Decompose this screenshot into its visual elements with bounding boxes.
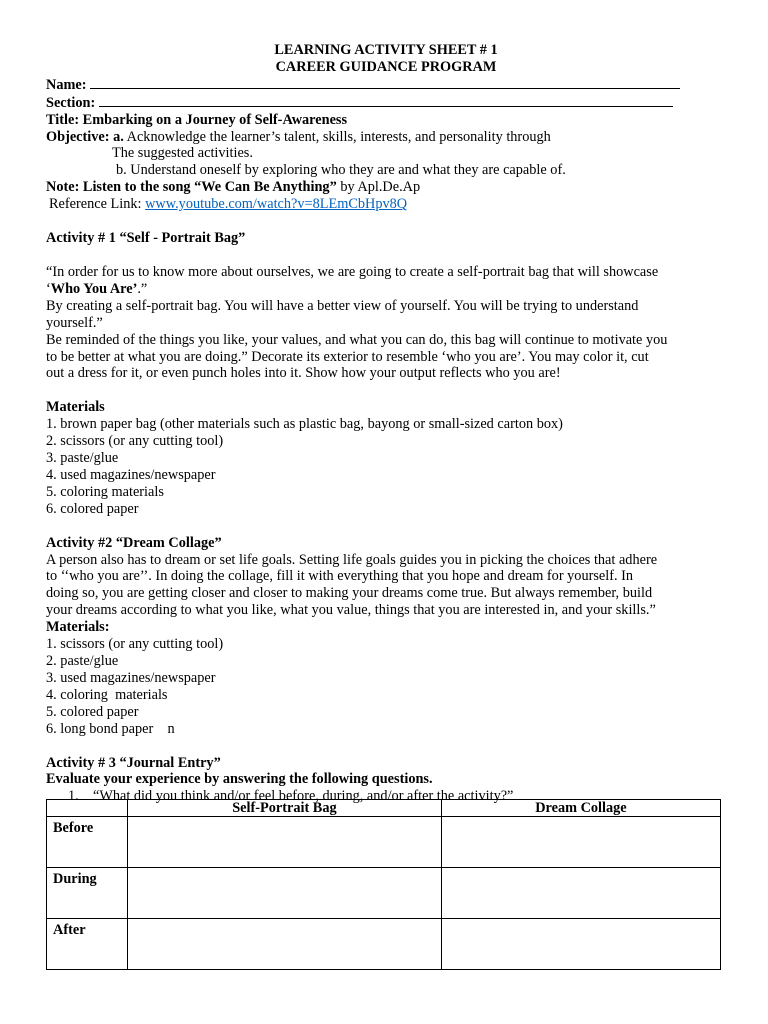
objective-b-text: b. Understand oneself by exploring who they are and what they are capable of. xyxy=(116,162,566,179)
activity2-materials-heading: Materials: xyxy=(46,619,110,636)
column-header-self-portrait-bag: Self-Portrait Bag xyxy=(128,800,442,817)
question-1-text: “What did you think and/or feel before, during, and/or after the activity?” xyxy=(93,788,514,805)
answer-cell-before-bag[interactable] xyxy=(128,817,442,868)
question-1-number: 1. xyxy=(68,788,79,805)
activity1-p2a: By creating a self-portrait bag. You will have a better view of yourself. You will be trying to understand xyxy=(46,297,639,314)
activity1-p3a: Be reminded of the things you like, your values, and what you can do, this bag will continue to motivate you xyxy=(46,331,668,348)
list-item: 4. used magazines/newspaper xyxy=(46,466,216,483)
sheet-title: LEARNING ACTIVITY SHEET # 1 xyxy=(274,42,498,58)
section-label: Section: xyxy=(46,94,96,111)
objective-a-label: a. xyxy=(113,128,124,145)
activity1-p1b-post: .” xyxy=(137,280,148,297)
title-line xyxy=(46,112,726,129)
activity1-p1b-bold: Who You Are’ xyxy=(50,280,138,297)
table-row xyxy=(47,817,721,868)
activity1-heading: Activity # 1 “Self - Portrait Bag” xyxy=(46,230,246,247)
list-item: 2. paste/glue xyxy=(46,653,119,669)
name-field[interactable] xyxy=(46,76,726,94)
reference-line xyxy=(46,196,726,213)
list-item: 3. paste/glue xyxy=(46,450,119,467)
note-artist: by Apl.De.Ap xyxy=(340,179,421,196)
section-field[interactable] xyxy=(46,94,726,112)
activity1-materials-heading: Materials xyxy=(46,399,105,416)
list-item: 3. used magazines/newspaper xyxy=(46,669,216,686)
activity3-heading: Activity # 3 “Journal Entry” xyxy=(46,754,221,771)
answer-cell-before-collage[interactable] xyxy=(441,817,720,868)
activity2-heading: Activity #2 “Dream Collage” xyxy=(46,534,222,551)
answer-cell-during-bag[interactable] xyxy=(128,868,442,919)
document-page xyxy=(46,42,726,805)
row-header-after: After xyxy=(47,919,128,970)
journal-table xyxy=(46,799,721,970)
list-item: 1. scissors (or any cutting tool) xyxy=(46,636,224,653)
activity1-p1a: “In order for us to know more about ourselves, we are going to create a self-portrait bag that will showcase xyxy=(46,263,659,280)
answer-cell-after-bag[interactable] xyxy=(128,919,442,970)
table-header-row xyxy=(47,800,721,817)
note-line xyxy=(46,179,726,196)
list-item: 2. scissors (or any cutting tool) xyxy=(46,433,224,450)
column-header-dream-collage: Dream Collage xyxy=(441,800,720,817)
activity3-instruction: Evaluate your experience by answering the following questions. xyxy=(46,771,433,788)
activity1-p3b: to be better at what you are doing.” Decorate its exterior to resemble ‘who you are’. You may color it, cut xyxy=(46,348,649,365)
activity2-p4: your dreams according to what you like, what you value, things that you are interested in, and your skills.” xyxy=(46,602,656,619)
activity1-p1b xyxy=(46,281,726,298)
list-item: 6. colored paper xyxy=(46,500,139,517)
answer-cell-after-collage[interactable] xyxy=(441,919,720,970)
list-item: 5. colored paper xyxy=(46,703,139,720)
program-title: CAREER GUIDANCE PROGRAM xyxy=(275,58,497,75)
row-header-during: During xyxy=(47,868,128,919)
list-item: 4. coloring materials xyxy=(46,686,168,703)
title-label: Title: xyxy=(46,111,80,128)
list-item: 1. brown paper bag (other materials such as plastic bag, bayong or small-sized carton box) xyxy=(46,416,563,433)
objective-line xyxy=(46,129,726,146)
table-corner-cell xyxy=(47,800,128,817)
objective-label: Objective: xyxy=(46,128,110,145)
table-row xyxy=(47,919,721,970)
list-item: 5. coloring materials xyxy=(46,483,164,500)
list-item: 6. long bond paper n xyxy=(46,720,175,737)
objective-a-text: Acknowledge the learner’s talent, skills, interests, and personality through xyxy=(126,128,551,145)
title-value: Embarking on a Journey of Self-Awareness xyxy=(82,111,348,128)
note-label: Note: Listen to the song “We Can Be Anything” xyxy=(46,179,337,196)
answer-cell-during-collage[interactable] xyxy=(441,868,720,919)
section-blank[interactable] xyxy=(99,94,673,107)
activity1-p2b: yourself.” xyxy=(46,314,103,331)
activity1-p1b-pre: ‘ xyxy=(46,280,51,297)
row-header-before: Before xyxy=(47,817,128,868)
activity2-p1: A person also has to dream or set life goals. Setting life goals guides you in picking the choices that adhere xyxy=(46,551,658,568)
name-blank[interactable] xyxy=(90,76,680,89)
activity1-p3c: out a dress for it, or even punch holes into it. Show how your output reflects who you are! xyxy=(46,365,561,382)
activity2-p2: to ‘‘who you are’’. In doing the collage, fill it with everything that you hope and dream for yourself. In xyxy=(46,568,634,585)
table-row xyxy=(47,868,721,919)
reference-link[interactable]: www.youtube.com/watch?v=8LEmCbHpv8Q xyxy=(145,196,408,213)
objective-a-cont: The suggested activities. xyxy=(112,145,253,162)
activity2-p3: doing so, you are getting closer and closer to making your dreams come true. But always remember, build xyxy=(46,585,653,602)
name-label: Name: xyxy=(46,76,87,93)
reference-label: Reference Link: xyxy=(49,196,142,213)
